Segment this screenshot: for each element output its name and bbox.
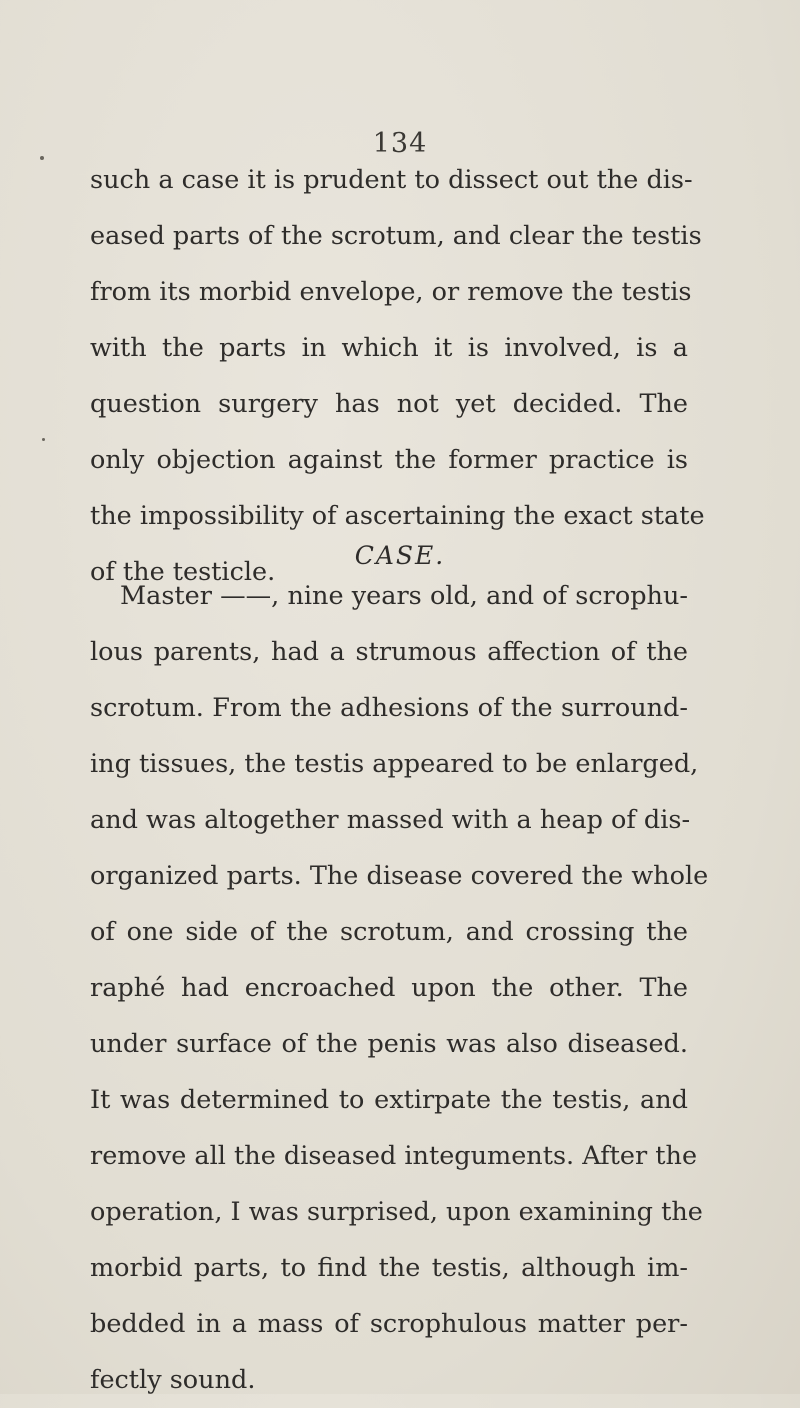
text-line: with the parts in which it is involved, is a xyxy=(90,333,688,363)
text-line: morbid parts, to find the testis, although im- xyxy=(90,1253,688,1283)
text-line: such a case it is prudent to dissect out the dis- xyxy=(90,165,693,195)
text-line: question surgery has not yet decided. The xyxy=(90,389,688,419)
text-line: eased parts of the scrotum, and clear the testis xyxy=(90,221,702,251)
page-number: 134 xyxy=(372,128,428,159)
text-line: operation, I was surprised, upon examining the xyxy=(90,1197,703,1227)
paragraph-1 xyxy=(90,152,705,600)
text-line: ing tissues, the testis appeared to be enlarged, xyxy=(90,749,699,779)
text-line: only objection against the former practice is xyxy=(90,445,688,475)
text-line: bedded in a mass of scrophulous matter per- xyxy=(90,1309,688,1339)
text-line: It was determined to extirpate the testis, and xyxy=(90,1085,688,1115)
paragraph-2 xyxy=(90,568,709,1408)
text-line: lous parents, had a strumous affection of the xyxy=(90,637,688,667)
text-line: from its morbid envelope, or remove the testis xyxy=(90,277,692,307)
text-line: fectly sound. xyxy=(90,1365,256,1395)
paper-speck xyxy=(42,438,45,441)
text-line: of one side of the scrotum, and crossing the xyxy=(90,917,688,947)
text-line: under surface of the penis was also diseased. xyxy=(90,1029,688,1059)
text-line: and was altogether massed with a heap of dis- xyxy=(90,805,691,835)
text-line: raphé had encroached upon the other. The xyxy=(90,973,688,1003)
text-line: of the testicle. xyxy=(90,557,276,587)
text-line: organized parts. The disease covered the whole xyxy=(90,861,709,891)
text-line: remove all the diseased integuments. After the xyxy=(90,1141,698,1171)
text-line: scrotum. From the adhesions of the surround- xyxy=(90,693,688,723)
text-line: the impossibility of ascertaining the exact state xyxy=(90,501,705,531)
case-heading: CASE. xyxy=(354,541,446,570)
text-line: Master ——, nine years old, and of scrophu- xyxy=(120,581,688,611)
